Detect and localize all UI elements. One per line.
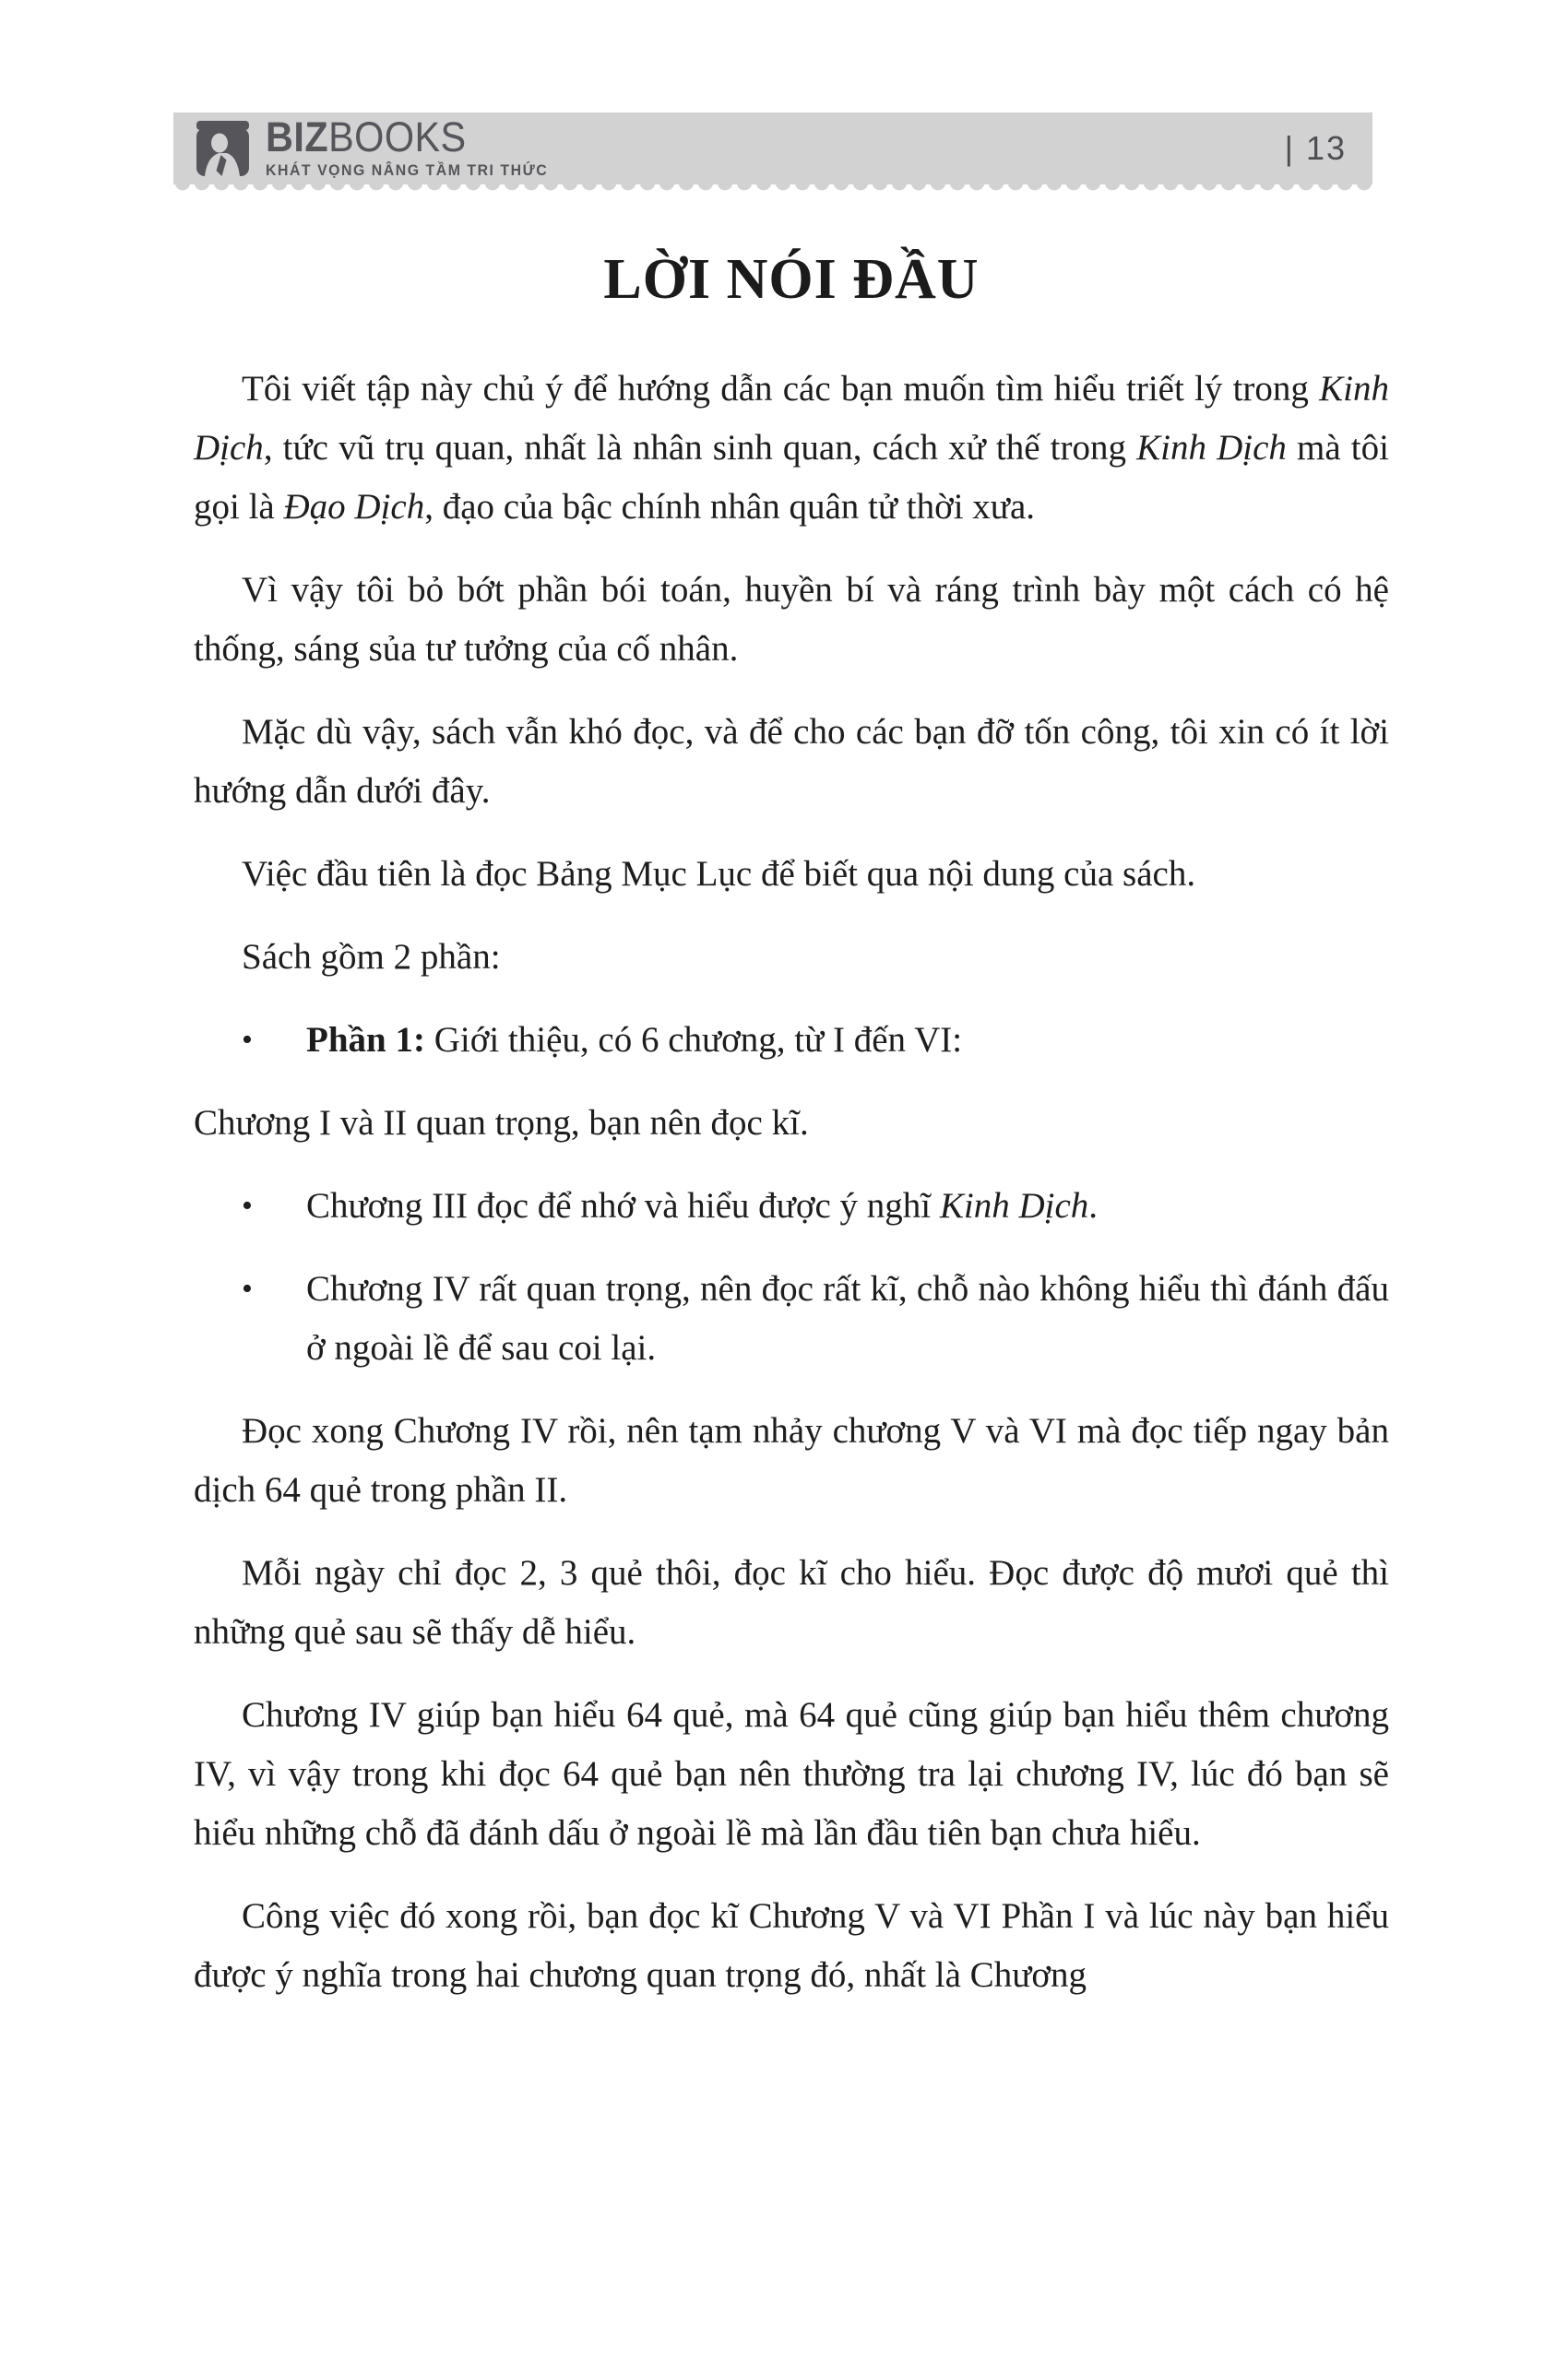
paragraphs — [194, 360, 1389, 2005]
brand-name — [266, 113, 537, 160]
text-segment: mà tôi gọi là — [194, 428, 1389, 527]
text-segment: Việc đầu tiên là đọc Bảng Mục Lục để biết qua nội dung của sách. — [242, 854, 1196, 894]
text-segment: Phần 1: — [306, 1020, 425, 1060]
text-segment: Đạo Dịch — [283, 487, 425, 527]
header-bar — [173, 113, 1372, 184]
paragraph — [194, 1544, 1389, 1662]
paragraph — [194, 1402, 1389, 1520]
bizbooks-logo — [192, 113, 560, 180]
text-segment: Tôi viết tập này chủ ý để hướng dẫn các bạn muốn tìm hiểu triết lý trong — [242, 369, 1320, 409]
text-segment: Chương IV rất quan trọng, nên đọc rất kĩ, chỗ nào không hiểu thì đánh đấu ở ngoài lề để sau coi lại. — [306, 1269, 1389, 1368]
brand-name-books: BOOKS — [328, 113, 467, 160]
brand-name-biz: BIZ — [266, 113, 329, 160]
bizbooks-logo-icon — [192, 118, 253, 179]
paragraph — [194, 1887, 1389, 2005]
text-segment: Kinh Dịch — [194, 369, 1389, 468]
text-segment: Kinh Dịch — [939, 1186, 1089, 1226]
paragraph — [194, 1686, 1389, 1863]
paragraph — [194, 360, 1389, 537]
paragraph — [194, 1094, 1389, 1153]
text-segment: Mặc dù vậy, sách vẫn khó đọc, và để cho các bạn đỡ tốn công, tôi xin có ít lời hướng dẫn dưới đây. — [194, 712, 1389, 811]
text-segment: Giới thiệu, có 6 chương, từ I đến VI: — [424, 1020, 963, 1060]
text-segment: Công việc đó xong rồi, bạn đọc kĩ Chương V và VI Phần I và lúc này bạn hiểu được ý nghĩa trong hai chương quan trọng đó, nhất là Chương — [194, 1896, 1389, 1995]
text-segment: , đạo của bậc chính nhân quân tử thời xưa. — [424, 487, 1035, 527]
text-segment: Chương I và II quan trọng, bạn nên đọc kĩ. — [194, 1103, 809, 1143]
page-number: | 13 — [1284, 129, 1347, 167]
text-segment: Chương III đọc để nhớ và hiểu được ý nghĩ — [306, 1186, 940, 1226]
text-segment: Đọc xong Chương IV rồi, nên tạm nhảy chương V và VI mà đọc tiếp ngay bản dịch 64 quẻ trong phần II. — [194, 1411, 1389, 1510]
brand-text — [266, 113, 560, 180]
page-title: LỜI NÓI ĐẦU — [603, 248, 980, 311]
paragraph — [194, 703, 1389, 821]
bullet-item — [194, 1177, 1389, 1236]
paragraph — [194, 928, 1389, 987]
bullet-icon: • — [242, 1189, 253, 1223]
text-segment: Mỗi ngày chỉ đọc 2, 3 quẻ thôi, đọc kĩ cho hiểu. Đọc được độ mươi quẻ thì những quẻ sau sẽ thấy dễ hiểu. — [194, 1553, 1389, 1652]
text-segment: , tức vũ trụ quan, nhất là nhân sinh quan, cách xử thế trong — [263, 428, 1137, 468]
bullet-icon: • — [242, 1023, 253, 1057]
paragraph — [194, 561, 1389, 679]
text-segment: Vì vậy tôi bỏ bớt phần bói toán, huyền bí và ráng trình bày một cách có hệ thống, sáng sủa tư tưởng của cố nhân. — [194, 570, 1389, 669]
text-segment: Chương IV giúp bạn hiểu 64 quẻ, mà 64 quẻ cũng giúp bạn hiểu thêm chương IV, vì vậy trong khi đọc 64 quẻ bạn nên thường tra lại chương IV, lúc đó bạn sẽ hiểu những chỗ đã đánh dấu ở ngoài lề mà lần đầu tiên bạn chưa hiểu. — [194, 1695, 1389, 1853]
brand-tagline: KHÁT VỌNG NÂNG TẦM TRI THỨC — [266, 162, 549, 179]
text-segment: Kinh Dịch — [1136, 428, 1287, 468]
text-segment: Sách gồm 2 phần: — [242, 937, 501, 977]
bullet-icon: • — [242, 1272, 253, 1306]
page-content — [194, 247, 1389, 2029]
bullet-item — [194, 1260, 1389, 1378]
bullet-item — [194, 1011, 1389, 1070]
paragraph — [194, 845, 1389, 904]
text-segment: . — [1088, 1186, 1099, 1226]
